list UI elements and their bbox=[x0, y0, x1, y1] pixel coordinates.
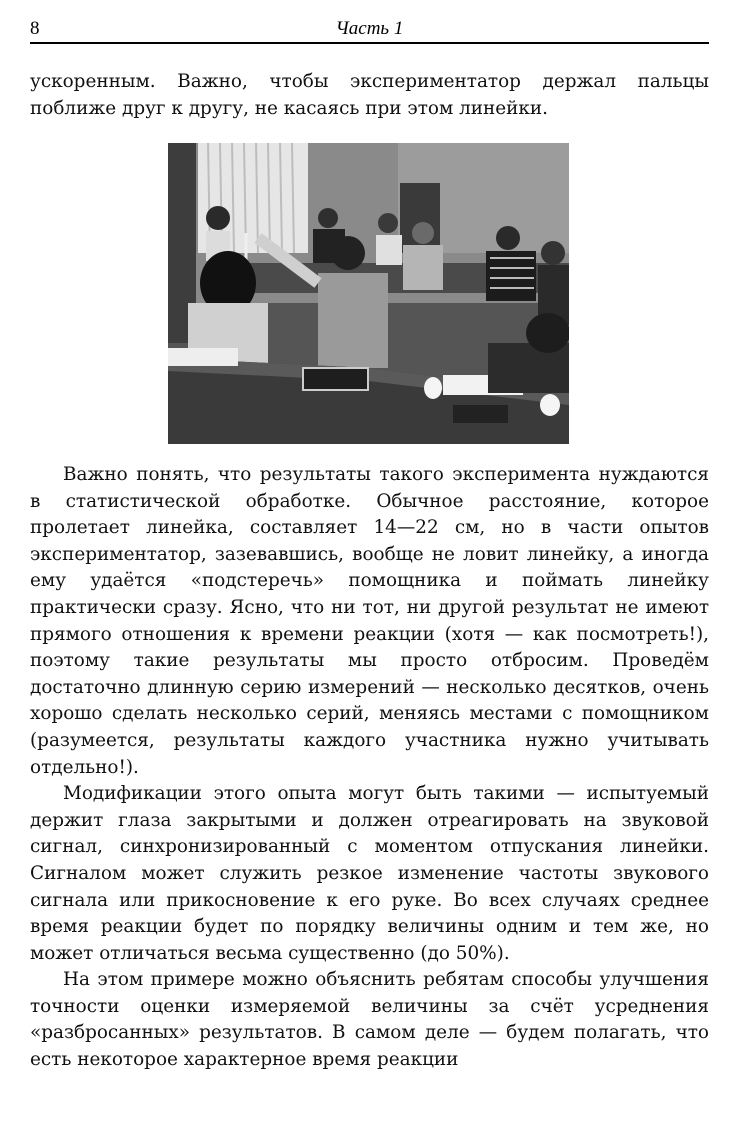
paragraph: Важно понять, что результаты такого эксперимента нуждаются в статистической обработке. Обычное расстояние, которое пролетает линейка, составляет 14—22 см, но в части опытов экспериментатор, зазевавшись, вообще не ловит линейку, а иногда ему удаётся «подстеречь» помощника и поймать линейку практически сразу. Ясно, что ни тот, ни другой результат не имеют прямого отношения к времени реакции (хотя — как посмотреть!), поэтому такие результаты мы просто отбросим. Проведём достаточно длинную серию измерений — несколько десятков, очень хорошо сделать несколько серий, меняясь местами с помощником (разумеется, результаты каждого участника нужно учитывать отдельно!). bbox=[30, 464, 709, 778]
page-header bbox=[30, 18, 709, 44]
paragraph: На этом примере можно объяснить ребятам способы улучшения точности оценки измеряемой величины за счёт усреднения «разбросанных» результатов. В самом деле — будем полагать, что есть некоторое характерное время реакции bbox=[30, 969, 709, 1071]
page-number: 8 bbox=[30, 18, 40, 39]
paragraph: Модификации этого опыта могут быть такими — испытуемый держит глаза закрытыми и должен отреагировать на звуковой сигнал, синхронизированный с моментом отпускания линейки. Сигналом может служить резкое изменение частоты звукового сигнала или прикосновение к его руке. Во всех случаях среднее время реакции будет по порядку величины одним и тем же, но может отличаться весьма существенно (до 50%). bbox=[30, 783, 709, 964]
continued-paragraph: ускоренным. Важно, чтобы экспериментатор держал пальцы поближе друг к другу, не касаясь при этом линейки. bbox=[30, 71, 709, 119]
classroom-photo-image bbox=[168, 143, 569, 444]
body-text bbox=[30, 462, 709, 1074]
running-head: Часть 1 bbox=[335, 18, 404, 39]
classroom-photo bbox=[168, 143, 569, 444]
continued-paragraph-block bbox=[30, 69, 709, 122]
